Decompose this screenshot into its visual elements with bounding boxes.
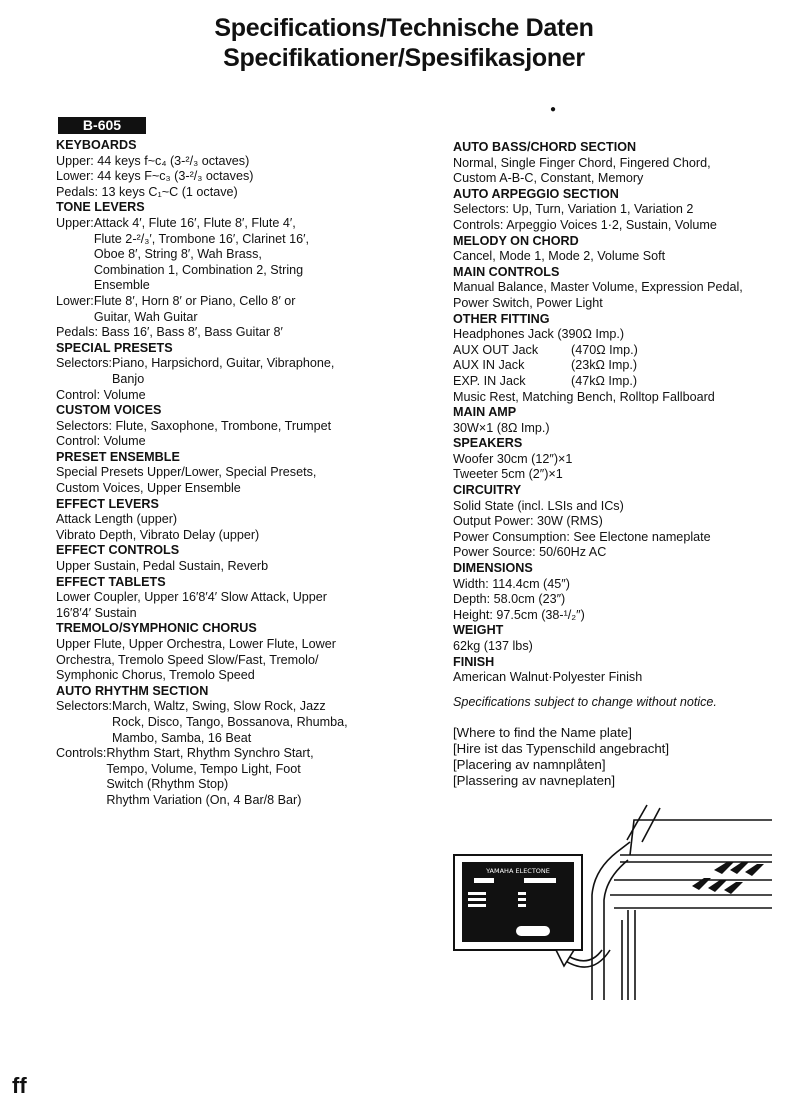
spec-key: Selectors:: [56, 699, 112, 714]
spec-line: Woofer 30cm (12″)×1: [453, 451, 573, 466]
dimensions-heading: DIMENSIONS: [453, 561, 533, 576]
spec-row: [453, 374, 793, 390]
spec-value: (47kΩ Imp.): [571, 373, 638, 388]
spec-line: Rhythm Start, Rhythm Synchro Start,: [106, 746, 314, 761]
special-presets-heading: SPECIAL PRESETS: [56, 340, 173, 355]
spec-line: Lower Coupler, Upper 16′8′4′ Slow Attack, Upper: [56, 590, 327, 605]
spec-line: Vibrato Depth, Vibrato Delay (upper): [56, 527, 260, 542]
melody-on-chord-heading: MELODY ON CHORD: [453, 233, 579, 248]
curved-arrow-icon: [556, 950, 610, 967]
spec-line: Lower: 44 keys F~c₃ (3-²/₃ octaves): [56, 169, 254, 184]
spec-key: AUX OUT Jack: [453, 342, 539, 357]
spec-line: Music Rest, Matching Bench, Rolltop Fallboard: [453, 389, 715, 404]
nameplate-box: [454, 855, 582, 950]
auto-rhythm-heading: AUTO RHYTHM SECTION: [56, 683, 209, 698]
spec-key: Controls:: [56, 746, 107, 761]
spec-line: Width: 114.4cm (45″): [453, 576, 570, 591]
spec-line: Upper Flute, Upper Orchestra, Lower Flute, Lower: [56, 637, 336, 651]
spec-line: Banjo: [112, 371, 145, 386]
spec-line: Piano, Harpsichord, Guitar, Vibraphone,: [112, 356, 335, 371]
spec-line: Ensemble: [93, 278, 150, 293]
effect-controls-heading: EFFECT CONTROLS: [56, 543, 180, 558]
spec-row: [56, 216, 431, 294]
spec-line: 62kg (137 lbs): [453, 639, 533, 653]
spec-line: Upper Sustain, Pedal Sustain, Reverb: [56, 559, 269, 574]
spec-line: Power Switch, Power Light: [453, 295, 603, 310]
main-controls-heading: MAIN CONTROLS: [453, 264, 560, 279]
spec-line: Symphonic Chorus, Tremolo Speed: [56, 668, 255, 683]
finish-heading: FINISH: [453, 654, 495, 669]
other-fitting-heading: OTHER FITTING: [453, 311, 550, 326]
keyboards-heading: KEYBOARDS: [56, 138, 137, 152]
spec-line: Normal, Single Finger Chord, Fingered Chord,: [453, 155, 711, 170]
spec-line: 16′8′4′ Sustain: [56, 605, 137, 620]
spec-line: Pedals: Bass 16′, Bass 8′, Bass Guitar 8′: [56, 325, 283, 340]
spec-line: Cancel, Mode 1, Mode 2, Volume Soft: [453, 249, 666, 264]
spec-key: Lower:: [56, 293, 94, 308]
spec-line: Custom Voices, Upper Ensemble: [56, 481, 241, 496]
spec-row: [453, 343, 793, 359]
nameplate-illustration: [452, 800, 772, 1000]
spec-line: Headphones Jack (390Ω Imp.): [453, 327, 625, 342]
caption-line: [Where to find the Name plate]: [453, 725, 632, 741]
tone-levers-heading: TONE LEVERS: [56, 200, 145, 215]
spec-line: Switch (Rhythm Stop): [106, 777, 229, 792]
spec-line: Custom A-B-C, Constant, Memory: [453, 171, 644, 186]
effect-levers-heading: EFFECT LEVERS: [56, 496, 159, 511]
spec-line: March, Waltz, Swing, Slow Rock, Jazz: [112, 699, 326, 714]
spec-row: [56, 699, 431, 746]
right-column: [453, 140, 793, 789]
spec-row: [56, 356, 431, 387]
speakers-heading: SPEAKERS: [453, 436, 523, 451]
nameplate-captions: [453, 725, 793, 789]
preset-ensemble-heading: PRESET ENSEMBLE: [56, 449, 180, 464]
spec-key: Upper:: [56, 215, 94, 230]
spec-key: EXP. IN Jack: [453, 373, 526, 388]
caption-line: [Plassering av navneplaten]: [453, 773, 616, 789]
nameplate-label: YAMAHA ELECTONE: [486, 867, 550, 875]
spec-line: Oboe 8′, String 8′, Wah Brass,: [93, 247, 262, 262]
caption-line: [Hire ist das Typenschild angebracht]: [453, 741, 670, 757]
effect-tablets-heading: EFFECT TABLETS: [56, 574, 166, 589]
spec-line: Output Power: 30W (RMS): [453, 514, 603, 529]
spec-line: Attack 4′, Flute 16′, Flute 8′, Flute 4′,: [93, 215, 296, 230]
spec-line: Special Presets Upper/Lower, Special Presets,: [56, 465, 317, 480]
model-badge: B-605: [58, 117, 146, 134]
spec-line: Selectors: Flute, Saxophone, Trombone, Trumpet: [56, 418, 332, 433]
spec-value: (23kΩ Imp.): [571, 358, 638, 373]
main-amp-heading: MAIN AMP: [453, 405, 517, 420]
spec-row: [453, 358, 793, 374]
spec-line: Flute 8′, Horn 8′ or Piano, Cello 8′ or: [93, 293, 296, 308]
spec-line: Control: Volume: [56, 434, 146, 449]
spec-line: Mambo, Samba, 16 Beat: [112, 730, 252, 745]
spec-key: AUX IN Jack: [453, 358, 525, 373]
spec-line: Rock, Disco, Tango, Bossanova, Rhumba,: [112, 714, 348, 729]
spec-line: Rhythm Variation (On, 4 Bar/8 Bar): [106, 792, 302, 807]
spec-line: Control: Volume: [56, 387, 146, 402]
spec-line: Solid State (incl. LSIs and ICs): [453, 498, 624, 513]
spec-line: Power Source: 50/60Hz AC: [453, 545, 607, 560]
spec-line: Controls: Arpeggio Voices 1·2, Sustain, Volume: [453, 217, 717, 232]
stray-mark: ●: [550, 104, 557, 115]
custom-voices-heading: CUSTOM VOICES: [56, 403, 162, 418]
page-title: Specifications/Technische Daten: [214, 14, 594, 42]
weight-heading: WEIGHT: [453, 623, 504, 638]
spec-key: Selectors:: [56, 356, 112, 371]
spec-line: Depth: 58.0cm (23″): [453, 592, 566, 607]
spec-line: Orchestra, Tremolo Speed Slow/Fast, Tremolo/: [56, 652, 319, 667]
organ-outline: [592, 805, 772, 1000]
circuitry-heading: CIRCUITRY: [453, 483, 522, 498]
spec-value: (470Ω Imp.): [571, 342, 638, 357]
spec-line: Upper: 44 keys f~c₄ (3-²/₃ octaves): [56, 153, 250, 168]
keys-icon: [692, 862, 764, 894]
spec-line: Tweeter 5cm (2″)×1: [453, 467, 563, 482]
spec-line: Combination 1, Combination 2, String: [93, 262, 304, 277]
left-column: [56, 138, 431, 809]
spec-line: Power Consumption: See Electone nameplate: [453, 529, 711, 544]
spec-line: Pedals: 13 keys C₁~C (1 octave): [56, 184, 238, 199]
spec-line: Flute 2-²/₃′, Trombone 16′, Clarinet 16′,: [93, 231, 310, 246]
page-mark: ff: [12, 1073, 27, 1098]
spec-line: Attack Length (upper): [56, 512, 178, 527]
spec-line: 30W×1 (8Ω Imp.): [453, 420, 550, 435]
spec-row: [56, 294, 431, 325]
tremolo-heading: TREMOLO/SYMPHONIC CHORUS: [56, 621, 257, 636]
spec-line: Guitar, Wah Guitar: [93, 309, 198, 324]
spec-line: American Walnut·Polyester Finish: [453, 670, 643, 685]
caption-line: [Placering av namnplåten]: [453, 757, 606, 773]
spec-line: Height: 97.5cm (38-¹/₂″): [453, 607, 585, 622]
auto-bass-heading: AUTO BASS/CHORD SECTION: [453, 140, 637, 154]
page-subtitle: Specifikationer/Spesifikasjoner: [223, 44, 585, 72]
spec-line: Selectors: Up, Turn, Variation 1, Variation 2: [453, 202, 694, 217]
spec-row: [56, 746, 431, 808]
auto-arpeggio-heading: AUTO ARPEGGIO SECTION: [453, 186, 619, 201]
spec-line: Manual Balance, Master Volume, Expression Pedal,: [453, 280, 743, 295]
change-notice: Specifications subject to change without notice.: [453, 694, 717, 709]
spec-line: Tempo, Volume, Tempo Light, Foot: [106, 761, 301, 776]
